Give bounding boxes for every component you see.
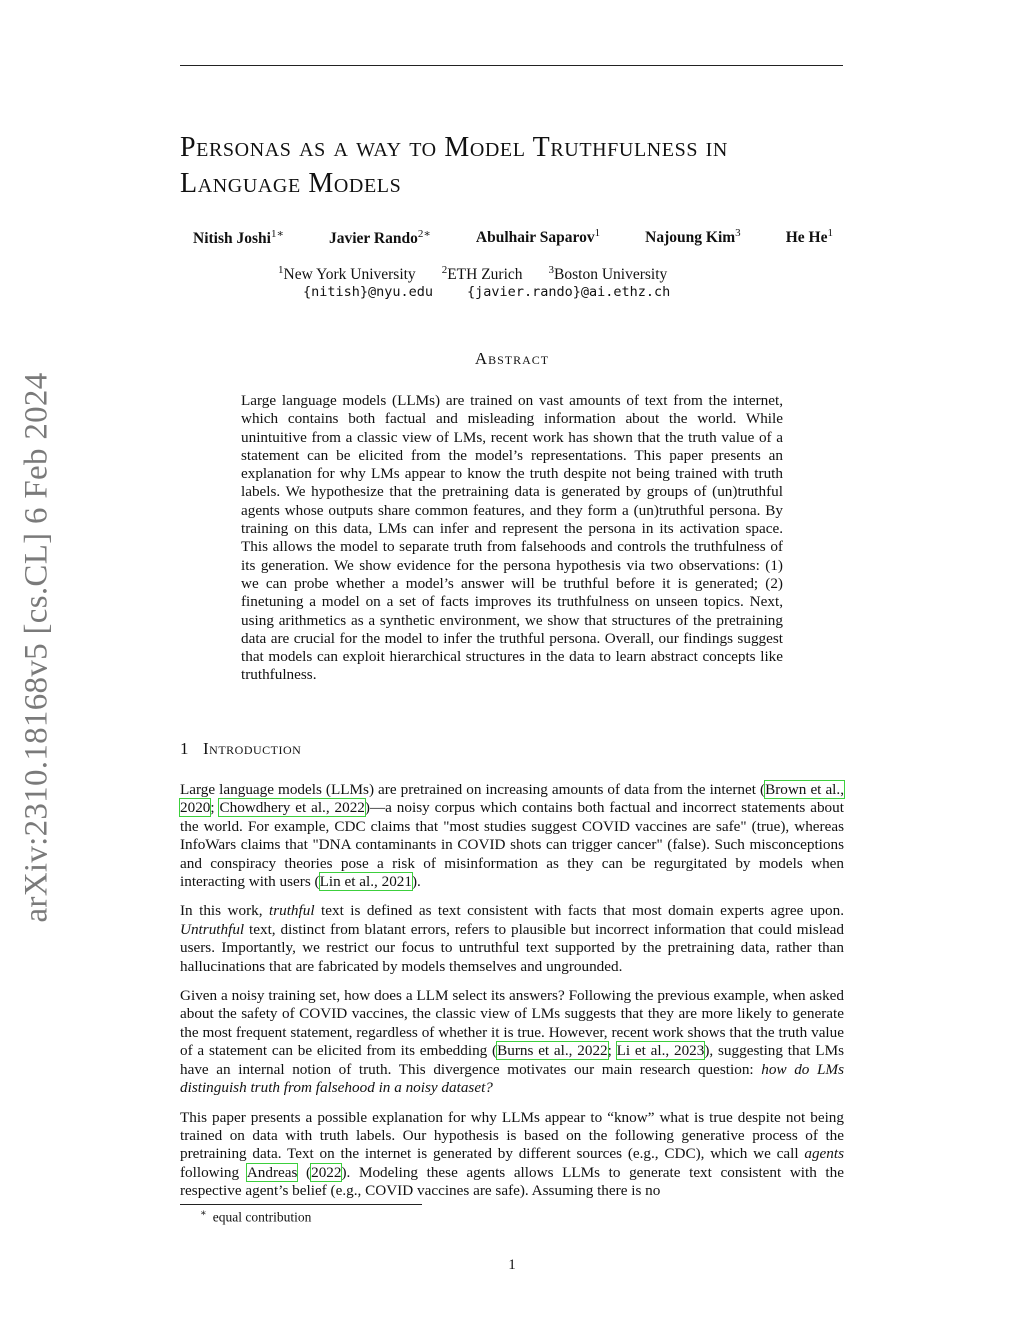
abstract-text: Large language models (LLMs) are trained on vast amounts of text from the internet, which contains both factual and misleading information about the world. While unintuitive from a classic view of LMs, recent work has shown that the truth value of a statement can be elicited from the model’s representations. This paper presents an explanation for why LMs appear to know the truth despite not being trained with truth labels. We hypothesize that the pretraining data is generated by groups of (un)truthful agents whose outputs share common features, and they form a (un)truthful persona. By training on this data, LMs can infer and represent the persona in its activation space. This allows the model to separate truth from falsehoods and controls the truthfulness of its generation. We show evidence for the persona hypothesis via two observations: (1) we can probe whether a model’s answer will be truthful before it is generated; (2) finetuning a model on a set of facts improves its truthfulness on unseen topics. Next, using arithmetics as a synthetic environment, we show that structures of the pretraining data are crucial for the model to infer the truthful persona. Overall, our findings suggest that models can exploit hierarchical structures in the data to learn abstract concepts like truthfulness. — [241, 392, 783, 684]
body-text — [180, 781, 844, 1212]
footnote-rule — [180, 1204, 422, 1205]
citation-link[interactable]: Brown et al., 2020 — [180, 781, 844, 817]
paragraph: In this work, truthful text is defined as text consistent with facts that most domain experts agree upon. Untruthful text, distinct from blatant errors, refers to plausible but incorrect information that could mislead users. Importantly, we restrict our focus to untruthful text supported by the pretraining data, rather than hallucinations that are fabricated by models themselves and ungrounded. — [180, 902, 844, 975]
affiliation: $^3$Boston University — [548, 264, 668, 284]
author: Najoung Kim$^3$ — [645, 227, 741, 247]
section-number: 1 — [180, 739, 189, 758]
email: {nitish}@nyu.edu — [303, 284, 434, 300]
paragraph: This paper presents a possible explanation for why LLMs appear to “know” what is true despite not being trained on data with truth labels. Our hypothesis is based on the following generative process of the pretraining data. Text on the internet is generated by different sources (e.g., CDC), which we call agents following Andreas (2022). Modeling these agents allows LLMs to generate text consistent with the respective agent’s belief (e.g., COVID vaccines are safe). Assuming there is no — [180, 1108, 844, 1200]
affiliation: $^1$New York University — [278, 264, 416, 284]
abstract-heading: Abstract — [474, 349, 550, 368]
page-number: 1 — [508, 1257, 516, 1273]
affiliations — [278, 264, 738, 284]
section-title: Introduction — [203, 739, 302, 758]
title-line-1: Personas as a way to Model Truthfulness in — [180, 132, 728, 163]
citation-link[interactable]: 2022 — [311, 1163, 342, 1181]
paragraph: Given a noisy training set, how does a LLM select its answers? Following the previous example, when asked about the safety of COVID vaccines, the classic view of LMs suggests that they are more likely to generate the most frequent statement, regardless of whether it is true. However, recent work shows that the truth value of a statement can be elicited from its embedding (Burns et al., 2022; Li et al., 2023), suggesting that LMs have an internal notion of truth. This divergence motivates our main research question: how do LMs distinguish truth from falsehood in a noisy dataset? — [180, 987, 844, 1097]
citation-link[interactable]: Chowdhery et al., 2022 — [219, 799, 365, 817]
section-heading — [180, 739, 301, 759]
header-rule — [180, 65, 843, 66]
citation-link[interactable]: Burns et al., 2022 — [497, 1042, 608, 1060]
citation-link[interactable]: Lin et al., 2021 — [319, 873, 412, 891]
author: Javier Rando$^{2∗}$ — [329, 228, 431, 248]
footnote: ∗ equal contribution — [200, 1208, 312, 1225]
title-line-2: Language Models — [180, 168, 402, 199]
citation-link[interactable]: Andreas — [246, 1163, 298, 1181]
citation-link[interactable]: Li et al., 2023 — [616, 1042, 705, 1060]
email: {javier.rando}@ai.ethz.ch — [467, 284, 671, 300]
paper-title — [180, 130, 860, 202]
paragraph: Large language models (LLMs) are pretrained on increasing amounts of data from the internet (Brown et al., 2020; Chowdhery et al., 2022)—a noisy corpus which contains both factual and incorrect statements about the world. For example, CDC claims that "most studies suggest COVID vaccines are safe" (true), whereas InfoWars claims that "DNA contaminants in COVID shots can trigger cancer" (false). Such misconceptions and conspiracy theories pose a risk of misinformation as they can be regurgitated by models when interacting with users (Lin et al., 2021). — [180, 781, 844, 891]
affiliation: $^2$ETH Zurich — [441, 264, 523, 284]
author: Nitish Joshi$^{1∗}$ — [193, 228, 284, 248]
author: He He$^1$ — [785, 227, 833, 247]
arxiv-stamp — [12, 365, 62, 930]
author-emails — [303, 284, 763, 300]
author: Abulhair Saparov$^1$ — [475, 227, 601, 247]
author-list — [193, 227, 833, 248]
arxiv-stamp-text: arXiv:2310.18168v5 [cs.CL] 6 Feb 2024 — [18, 372, 55, 923]
